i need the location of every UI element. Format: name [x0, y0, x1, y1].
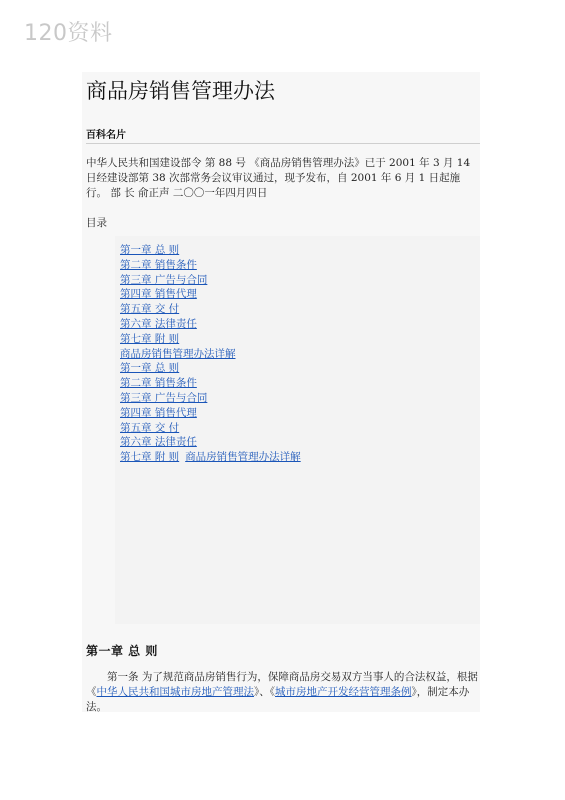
toc-item [120, 332, 301, 347]
toc-link[interactable]: 第五章 交 付 [120, 303, 180, 316]
toc-item [120, 435, 301, 450]
toc-link[interactable]: 第六章 法律责任 [120, 436, 197, 449]
article-text-suffix: 》，制定本办法。 [86, 686, 470, 713]
toc-link[interactable]: 第六章 法律责任 [120, 317, 197, 330]
toc-link[interactable]: 第三章 广告与合同 [120, 391, 208, 404]
intro-paragraph: 中华人民共和国建设部令 第 88 号 《商品房销售管理办法》已于 2001 年 3 月 14 日经建设部第 38 次部常务会议审议通过，现予发布，自 2001 年 6 月 1 日起施行。 部 长 俞正声 二〇〇一年四月四日 [86, 157, 471, 199]
toc-link[interactable]: 第四章 销售代理 [120, 288, 197, 301]
toc-list [120, 243, 301, 465]
toc-item [120, 258, 301, 273]
article-text-prefix: 第一条 为了规范商品房销售行为，保障商品房交易双方当事人的合法权益，根据《 [86, 671, 478, 698]
toc-link[interactable]: 第二章 销售条件 [120, 258, 197, 271]
chapter-heading: 第一章 总 则 [86, 644, 158, 658]
page-title: 商品房销售管理办法 [86, 79, 275, 103]
toc-link[interactable]: 第七章 附 则 [120, 332, 180, 345]
toc-item [120, 391, 301, 406]
toc-link-detail[interactable]: 商品房销售管理办法详解 [185, 451, 301, 464]
toc-link[interactable]: 第五章 交 付 [120, 421, 180, 434]
article-paragraph [86, 670, 480, 715]
law-link[interactable]: 中华人民共和国城市房地产管理法 [96, 686, 254, 698]
toc-item [120, 273, 301, 288]
toc-link[interactable]: 第三章 广告与合同 [120, 273, 208, 286]
toc-link[interactable]: 商品房销售管理办法详解 [120, 347, 236, 360]
toc-item [120, 376, 301, 391]
toc-item [120, 450, 301, 465]
toc-link[interactable]: 第七章 附 则 [120, 451, 180, 464]
toc-item [120, 347, 301, 362]
section-divider [86, 143, 480, 144]
toc-link[interactable]: 第四章 销售代理 [120, 406, 197, 419]
section-label: 百科名片 [86, 130, 126, 141]
regulation-link[interactable]: 城市房地产开发经营管理条例 [275, 686, 412, 698]
toc-item [120, 361, 301, 376]
toc-item [120, 421, 301, 436]
toc-link[interactable]: 第一章 总 则 [120, 244, 180, 256]
toc-item [120, 406, 301, 421]
article-text-middle: 》、《 [254, 686, 275, 698]
toc-item [120, 302, 301, 317]
toc-link[interactable]: 第一章 总 则 [120, 362, 180, 375]
toc-item [120, 317, 301, 332]
watermark-logo: 120资料 [24, 21, 113, 46]
toc-item [120, 243, 301, 258]
toc-heading: 目录 [86, 217, 107, 229]
toc-link[interactable]: 第二章 销售条件 [120, 377, 197, 390]
toc-item [120, 287, 301, 302]
